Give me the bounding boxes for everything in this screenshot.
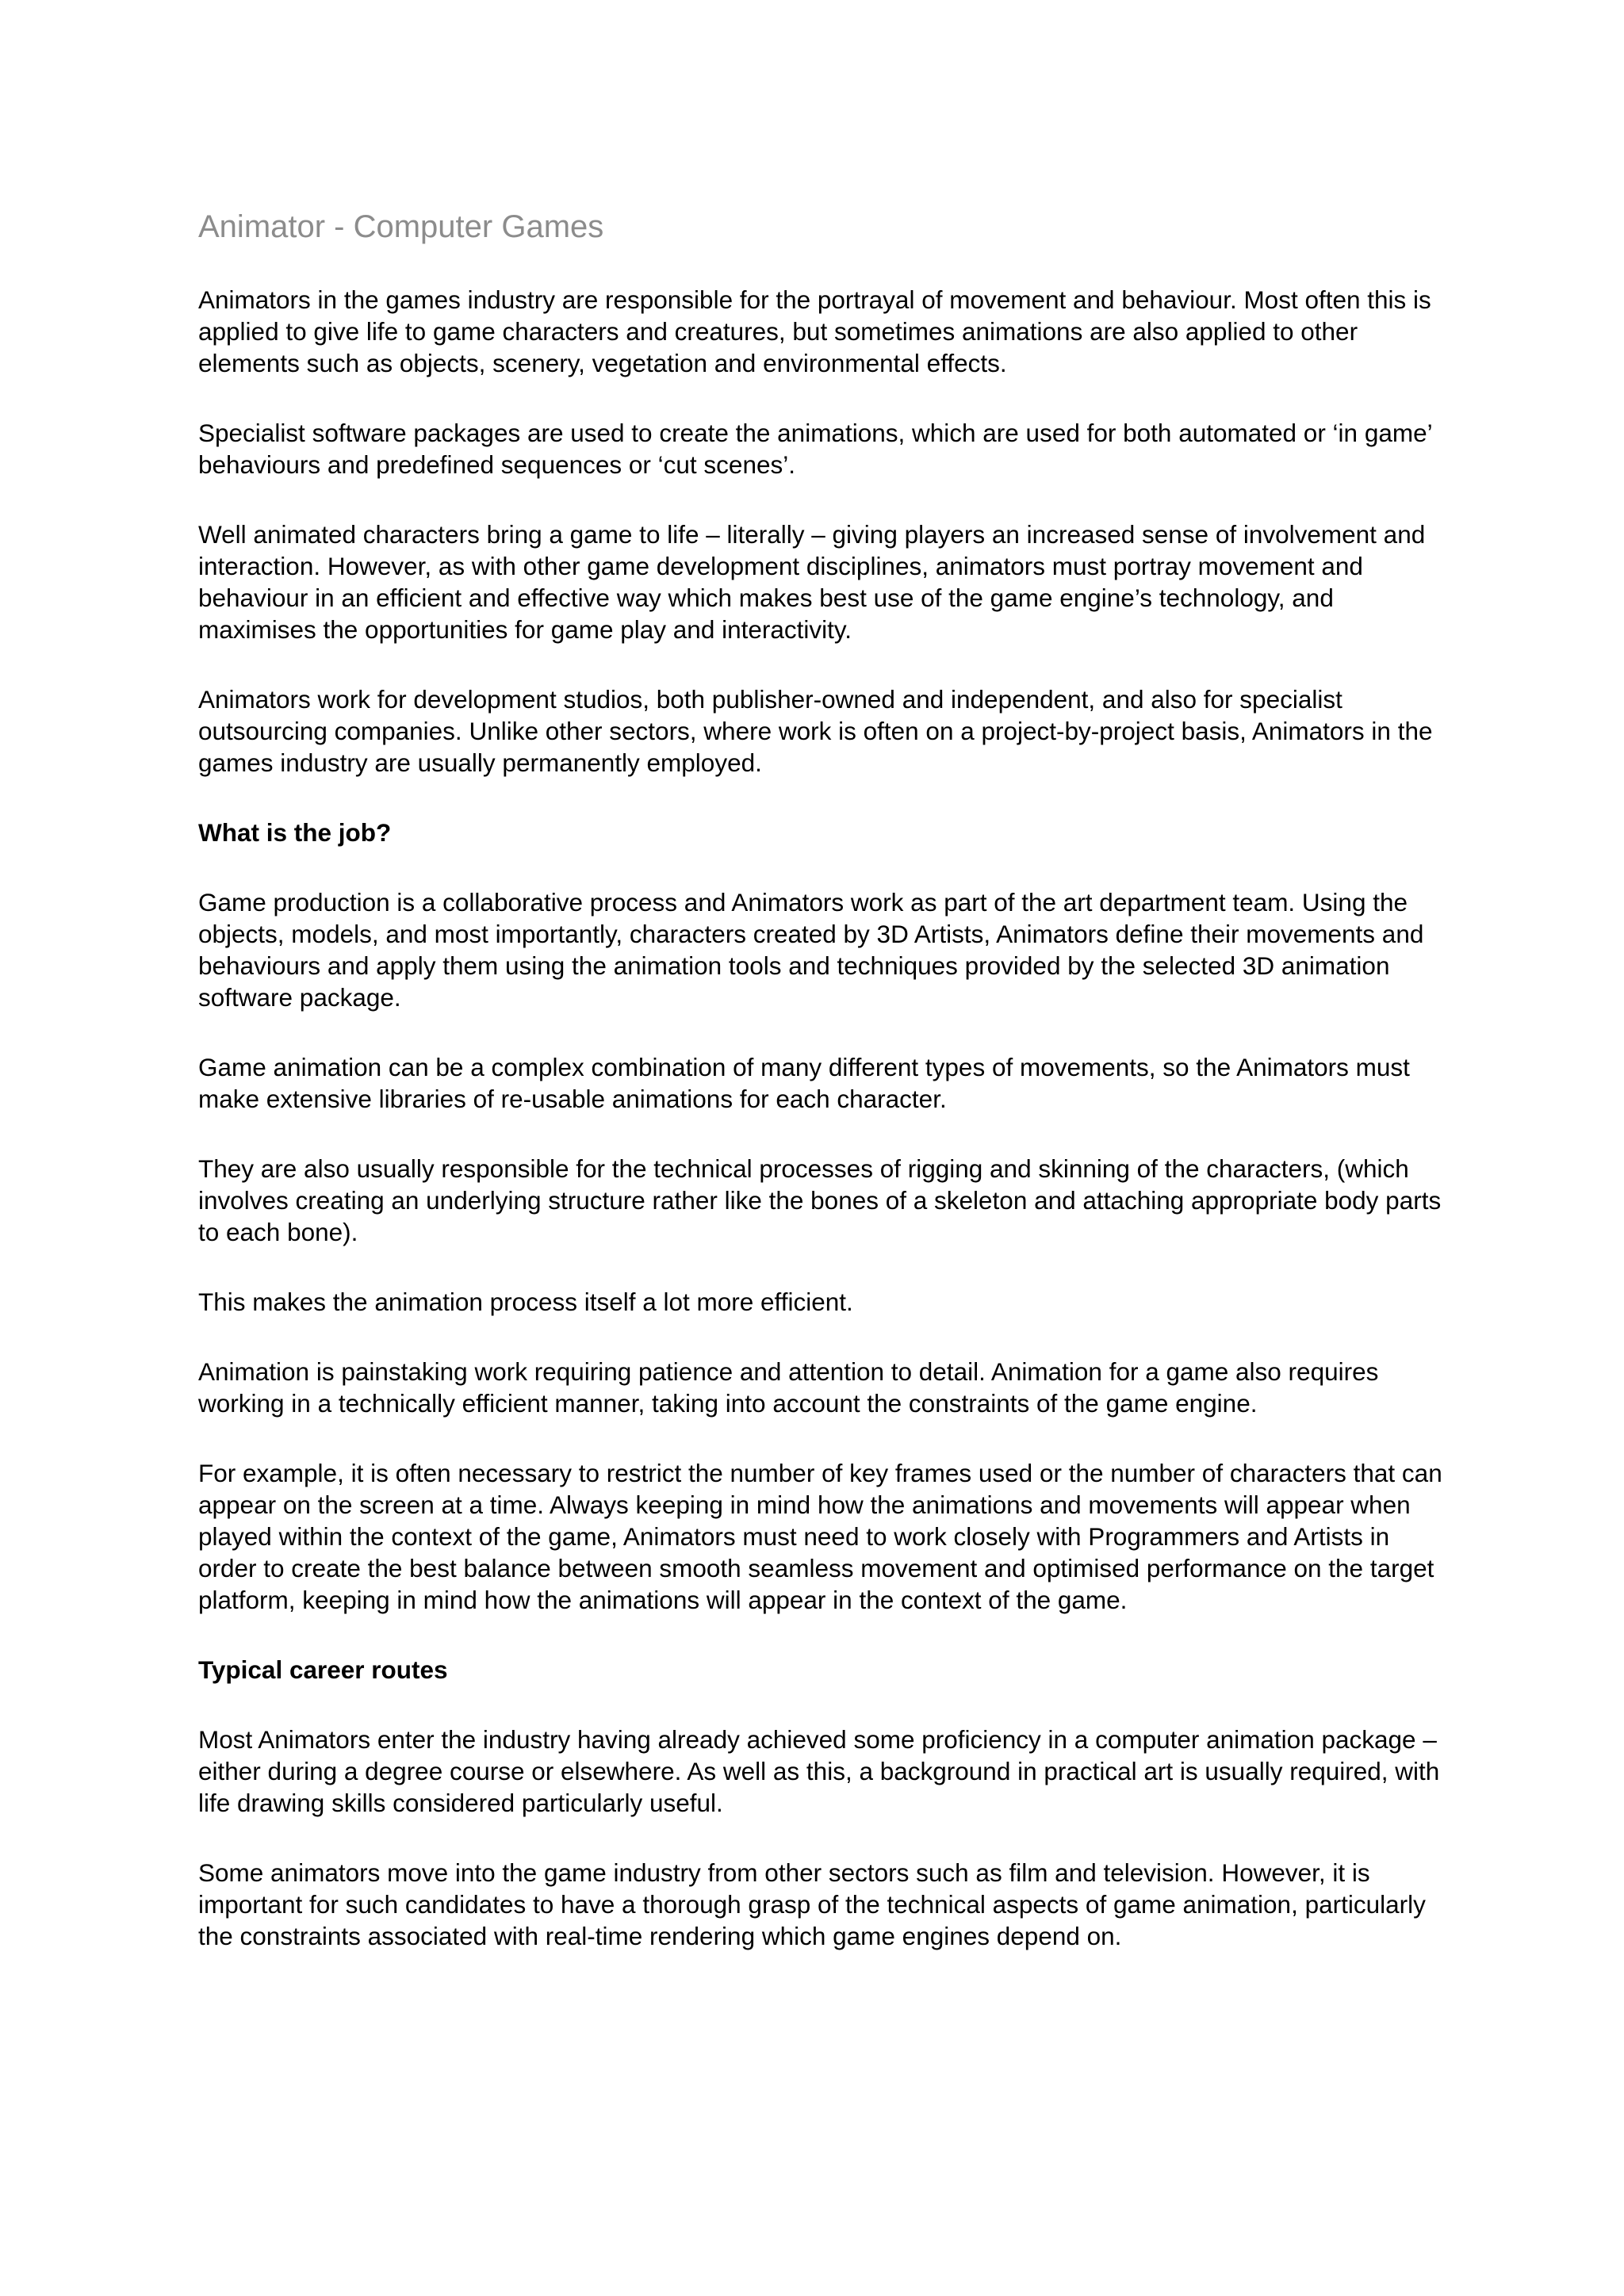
section-heading-job: What is the job? [198, 818, 392, 847]
career-paragraph-1: Most Animators enter the industry having already achieved some proficiency in a computer animation package – either during a degree course or elsewhere. As well as this, a background in practical art is usually required, with life drawing skills considered particularly useful. [198, 1725, 1440, 1817]
job-paragraph-3: They are also usually responsible for the technical processes of rigging and skinning of the characters, (which involves creating an underlying structure rather like the bones of a skeleton and attaching appropriate body parts to each bone). [198, 1154, 1442, 1246]
job-paragraph-5: Animation is painstaking work requiring patience and attention to detail. Animation for a game also requires working in a technically efficient manner, taking into account the constraints of the game engine. [198, 1357, 1379, 1418]
job-paragraph-2: Game animation can be a complex combination of many different types of movements, so the Animators must make extensive libraries of re-usable animations for each character. [198, 1053, 1410, 1113]
intro-paragraph-2: Specialist software packages are used to create the animations, which are used for both automated or ‘in game’ behaviours and predefined sequences or ‘cut scenes’. [198, 419, 1432, 479]
career-paragraph-2: Some animators move into the game industry from other sectors such as film and television. However, it is important for such candidates to have a thorough grasp of the technical aspects of game animation, particularly the constraints associated with real-time rendering which game engines depend on. [198, 1858, 1426, 1950]
document-title: Animator - Computer Games [198, 209, 604, 244]
job-paragraph-6: For example, it is often necessary to restrict the number of key frames used or the number of characters that can appear on the screen at a time. Always keeping in mind how the animations and movements will appear when played within the context of the game, Animators must need to work closely with Programmers and Artists in order to create the best balance between smooth seamless movement and optimised performance on the target platform, keeping in mind how the animations will appear in the context of the game. [198, 1459, 1442, 1614]
intro-paragraph-3: Well animated characters bring a game to life – literally – giving players an increased sense of involvement and interaction. However, as with other game development disciplines, animators must portray movement and behaviour in an efficient and effective way which makes best use of the game engine’s technology, and maximises the opportunities for game play and interactivity. [198, 520, 1426, 644]
section-heading-career: Typical career routes [198, 1655, 448, 1684]
intro-paragraph-1: Animators in the games industry are responsible for the portrayal of movement and behaviour. Most often this is applied to give life to game characters and creatures, but sometimes animations are also applied to other elements such as objects, scenery, vegetation and environmental effects. [198, 285, 1431, 377]
job-paragraph-1: Game production is a collaborative process and Animators work as part of the art department team. Using the objects, models, and most importantly, characters created by 3D Artists, Animators define their movements and behaviours and apply them using the animation tools and techniques provided by the selected 3D animation software package. [198, 888, 1424, 1012]
job-paragraph-4: This makes the animation process itself a lot more efficient. [198, 1288, 853, 1316]
document-page [198, 208, 1451, 1990]
intro-paragraph-4: Animators work for development studios, both publisher-owned and independent, and also for specialist outsourcing companies. Unlike other sectors, where work is often on a project-by-project basis, Animators in the games industry are usually permanently employed. [198, 685, 1433, 777]
